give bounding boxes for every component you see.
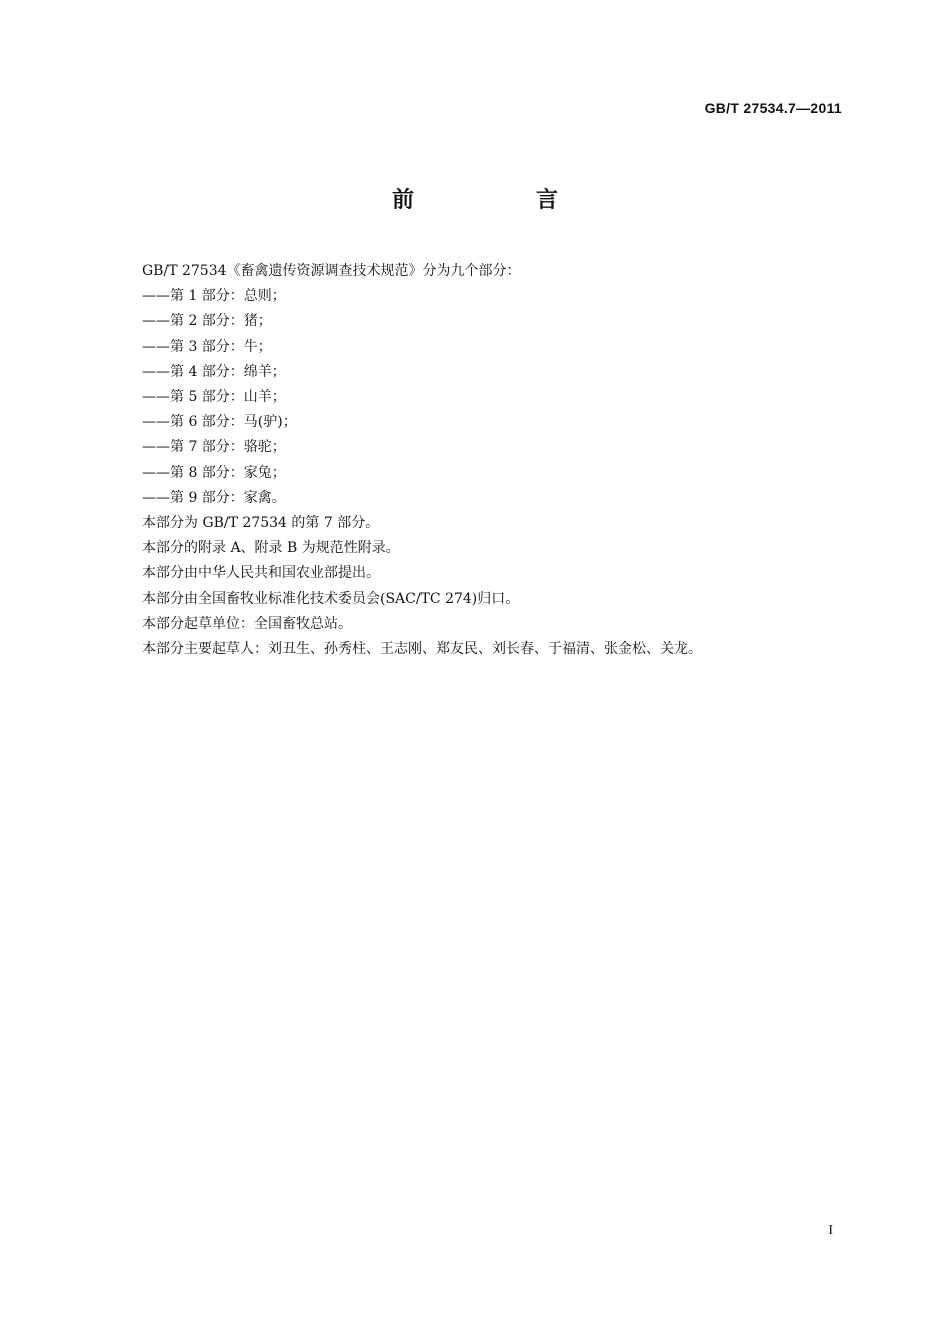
part-list-item: ——第 3 部分：牛； xyxy=(142,338,272,355)
part-list-item: ——第 7 部分：骆驼； xyxy=(142,439,286,456)
statement-paragraph: 本部分的附录 A、附录 B 为规范性附录。 xyxy=(142,540,400,557)
part-list-item: ——第 8 部分：家兔； xyxy=(142,464,286,481)
part-list-item: ——第 9 部分：家禽。 xyxy=(142,489,286,506)
part-list-item: ——第 4 部分：绵羊； xyxy=(142,363,286,380)
statement-paragraph: 本部分由全国畜牧业标准化技术委员会(SAC/TC 274)归口。 xyxy=(142,590,520,607)
intro-paragraph: GB/T 27534《畜禽遗传资源调查技术规范》分为九个部分： xyxy=(142,263,521,279)
statement-paragraph: 本部分起草单位：全国畜牧总站。 xyxy=(142,615,352,632)
page-number: I xyxy=(828,1223,833,1238)
part-list-item: ——第 5 部分：山羊； xyxy=(142,389,286,406)
page-title: 前 言 xyxy=(391,188,608,213)
statement-paragraph: 本部分由中华人民共和国农业部提出。 xyxy=(142,565,380,582)
statement-paragraph: 本部分为 GB/T 27534 的第 7 部分。 xyxy=(142,515,380,532)
statement-paragraph: 本部分主要起草人：刘丑生、孙秀柱、王志刚、郑友民、刘长春、于福清、张金松、关龙。 xyxy=(142,641,702,658)
standard-code: GB/T 27534.7—2011 xyxy=(704,100,842,116)
foreword-body xyxy=(142,259,852,662)
part-list-item: ——第 2 部分：猪； xyxy=(142,313,272,330)
part-list-item: ——第 1 部分：总则； xyxy=(142,288,286,305)
part-list-item: ——第 6 部分：马(驴)； xyxy=(142,414,297,431)
